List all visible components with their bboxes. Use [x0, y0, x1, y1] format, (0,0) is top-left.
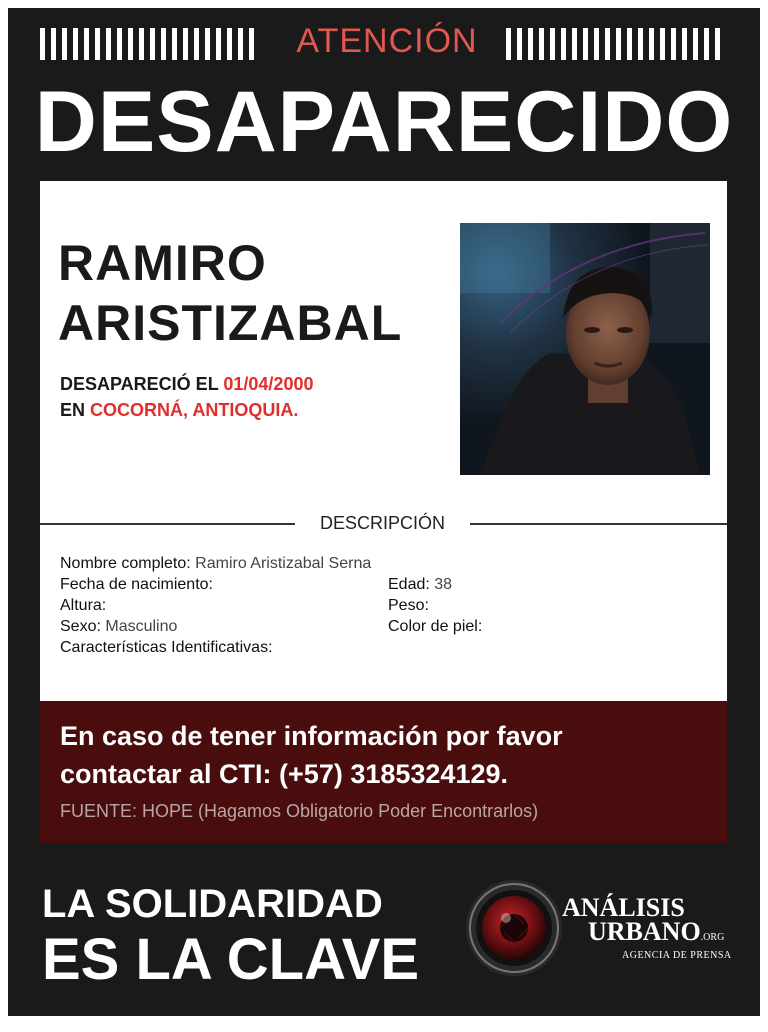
age-label: Edad: [388, 576, 430, 593]
logo-wordmark [562, 893, 732, 961]
disappeared-location: COCORNÁ, ANTIOQUIA. [90, 400, 299, 420]
sex-label: Sexo: [60, 618, 101, 635]
decorative-bars-left [40, 28, 268, 60]
features-label: Características Identificativas: [60, 639, 273, 656]
logo-line-1: ANÁLISIS [562, 893, 685, 922]
location-prefix: EN [60, 400, 86, 420]
disappeared-date: 01/04/2000 [223, 374, 314, 394]
last-name: ARISTIZABAL [58, 295, 403, 351]
slogan-line-2: ES LA CLAVE [42, 927, 420, 992]
person-name [58, 233, 402, 353]
contact-line-2: contactar al CTI: (+57) 3185324129. [60, 759, 508, 789]
logo-org: .ORG [700, 932, 725, 943]
slogan-line-1: LA SOLIDARIDAD [42, 882, 383, 926]
field-row-features [60, 637, 371, 658]
analisis-urbano-logo [458, 874, 738, 984]
full-name-label: Nombre completo: [60, 555, 191, 572]
full-name-value: Ramiro Aristizabal Serna [195, 555, 372, 572]
field-row-birth-age [60, 574, 453, 595]
slogan [42, 878, 419, 990]
contact-line-1: En caso de tener información por favor [60, 721, 563, 751]
weight-label: Peso: [388, 597, 429, 614]
age-value: 38 [434, 576, 453, 593]
sex-value: Masculino [105, 618, 178, 635]
source-text: FUENTE: HOPE (Hagamos Obligatorio Poder Encontrarlos) [60, 801, 539, 821]
field-row-height-weight [60, 595, 429, 616]
birth-label: Fecha de nacimiento: [60, 576, 213, 593]
disappeared-label: DESAPARECIÓ EL [60, 374, 219, 394]
missing-person-poster [8, 8, 760, 1016]
camera-lens-icon [464, 878, 564, 978]
logo-line-2: URBANO [588, 917, 701, 946]
decorative-bars-right [506, 28, 734, 60]
contact-box [40, 701, 727, 843]
field-row-full-name [60, 553, 371, 574]
contact-message [60, 717, 710, 793]
description-divider [40, 511, 727, 535]
logo-tagline: AGENCIA DE PRENSA [622, 950, 732, 961]
person-card [40, 181, 727, 701]
disappearance-info [60, 371, 313, 423]
first-name: RAMIRO [58, 235, 267, 291]
person-photo [460, 223, 710, 475]
description-fields [60, 553, 483, 658]
field-row-sex-skin [60, 616, 483, 637]
headline: DESAPARECIDO [34, 74, 734, 170]
skin-label: Color de piel: [388, 618, 483, 635]
attention-label: ATENCIÓN [296, 22, 478, 60]
height-label: Altura: [60, 597, 107, 614]
description-title: DESCRIPCIÓN [319, 513, 445, 533]
